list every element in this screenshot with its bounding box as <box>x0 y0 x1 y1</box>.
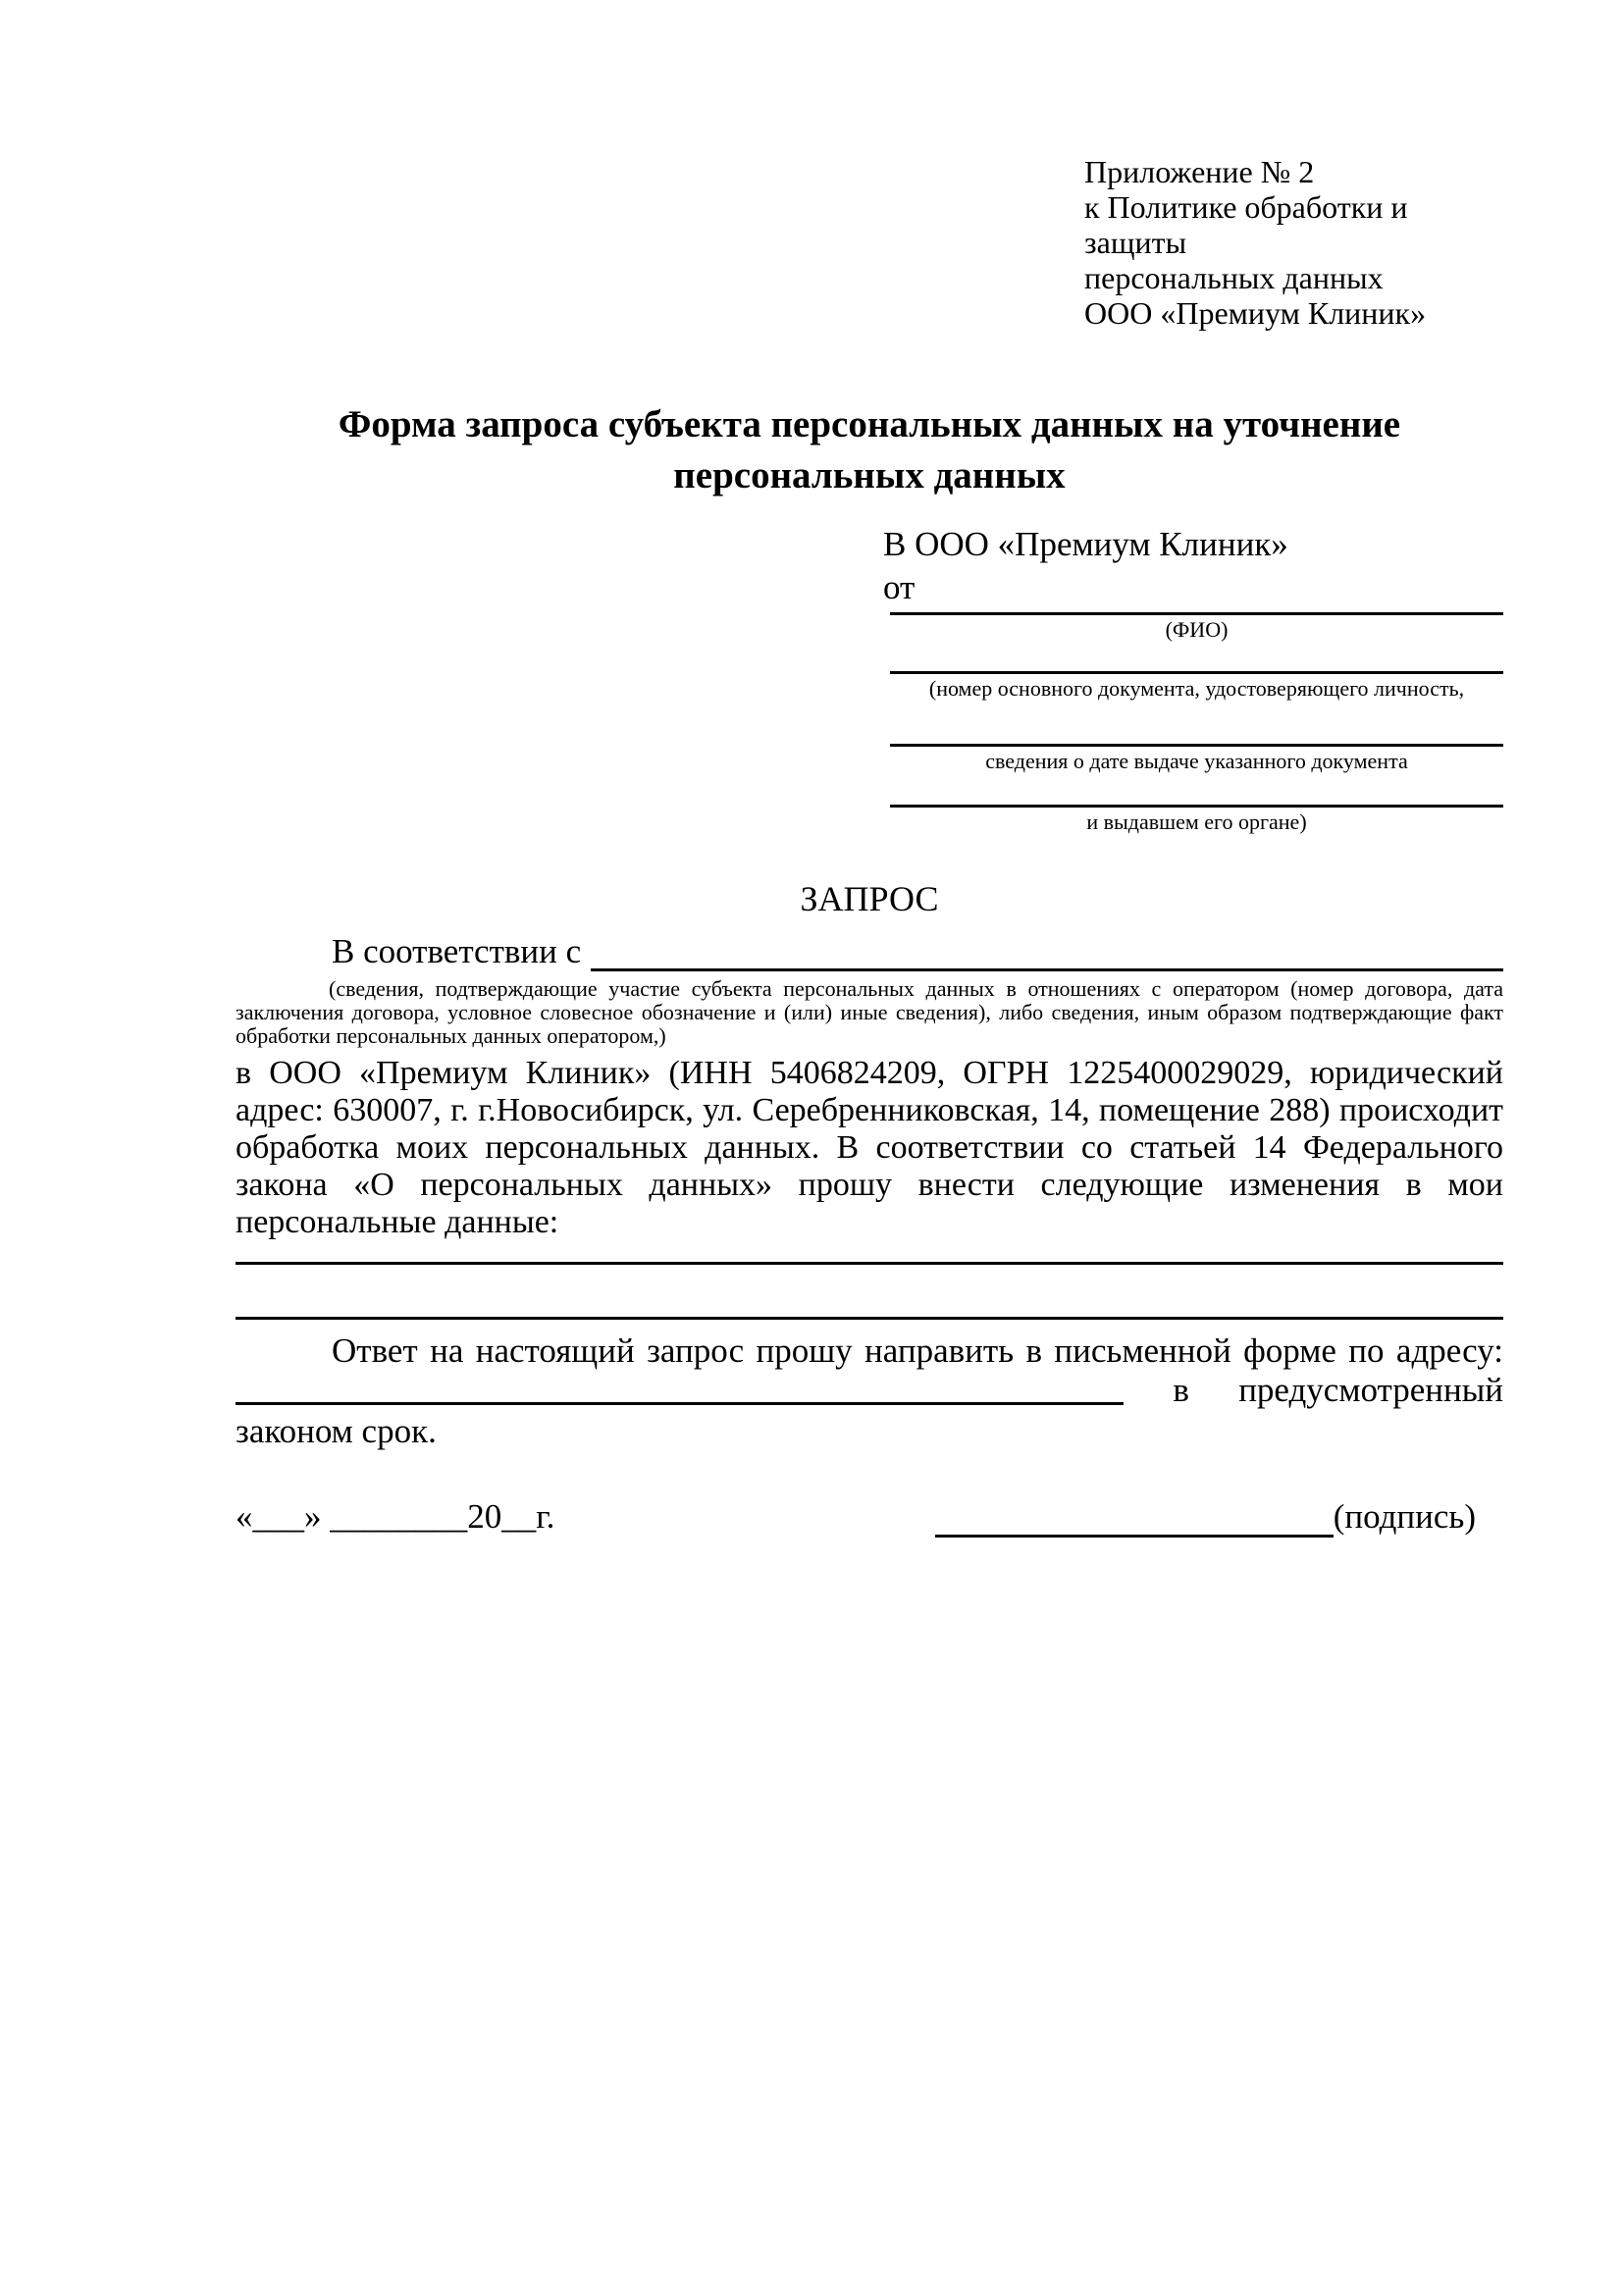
fio-write-line[interactable] <box>890 607 1503 615</box>
addressee-from-label: от <box>883 568 916 606</box>
document-number-field <box>890 644 1503 703</box>
appendix-line: персональных данных <box>1084 260 1384 295</box>
changes-write-line-2[interactable] <box>236 1265 1503 1320</box>
issue-date-caption: сведения о дате выдаче указанного документа <box>985 749 1408 773</box>
signature-caption: (подпись) <box>1333 1497 1476 1536</box>
issuing-authority-caption: и выдавшем его органе) <box>1086 809 1307 834</box>
addressee-block <box>883 525 1503 607</box>
issuing-authority-write-line[interactable] <box>890 775 1503 808</box>
fio-field-caption: (ФИО) <box>1165 617 1229 642</box>
issuing-authority-field <box>890 775 1503 836</box>
appendix-line: Приложение № 2 <box>1084 154 1315 189</box>
reply-line-3: законом срок. <box>236 1412 437 1450</box>
reply-address-line <box>236 1371 1503 1410</box>
appendix-line: ООО «Премиум Клиник» <box>1084 295 1427 331</box>
page-title-line: Форма запроса субъекта персональных данных на уточнение <box>338 403 1401 445</box>
fio-field <box>890 607 1503 644</box>
signature-write-line[interactable] <box>935 1502 1334 1538</box>
reply-paragraph <box>236 1331 1503 1451</box>
page-title <box>236 399 1503 501</box>
reply-line-1: Ответ на настоящий запрос прошу направить в письменной форме по адресу: <box>332 1331 1503 1370</box>
request-heading: ЗАПРОС <box>800 879 939 918</box>
appendix-block <box>1084 154 1516 331</box>
issue-date-field <box>890 703 1503 775</box>
changes-write-line-1[interactable] <box>236 1241 1503 1265</box>
reply-word-v: в <box>1173 1371 1189 1409</box>
document-number-write-line[interactable] <box>890 644 1503 674</box>
accordance-write-line[interactable] <box>591 936 1503 971</box>
issue-date-write-line[interactable] <box>890 703 1503 747</box>
body-paragraph: в ООО «Премиум Клиник» (ИНН 5406824209, ОГРН 1225400029029, юридический адрес: 630007, г. г.Новосибирск, ул. Серебренниковская, 14, помещение 288) происходит обработка моих персональных данных. В соответствии со статьей 14 Федерального закона «О персональных данных» прошу внести следующие изменения в мои персональные данные: <box>236 1055 1503 1240</box>
accordance-note: (сведения, подтверждающие участие субъекта персональных данных в отношениях с оператором (номер договора, дата заключения договора, условное словесное обозначение и (или) иные сведения), либо сведения, иным образом подтверждающие факт обработки персональных данных оператором,) <box>236 976 1503 1048</box>
date-placeholder[interactable]: «___» ________20__г. <box>236 1497 555 1536</box>
date-signature-row <box>236 1496 1503 1538</box>
signature-field <box>935 1496 1476 1538</box>
identity-fields-block <box>890 607 1503 836</box>
reply-word-predusmotrenny: предусмотренный <box>1238 1371 1503 1409</box>
accordance-label: В соответствии с <box>332 932 582 970</box>
document-number-caption: (номер основного документа, удостоверяющего личность, <box>928 676 1465 701</box>
accordance-line <box>236 932 1503 971</box>
appendix-line: к Политике обработки и защиты <box>1084 189 1408 260</box>
address-write-line[interactable] <box>236 1372 1124 1405</box>
page-title-line: персональных данных <box>673 454 1066 496</box>
addressee-to: В ООО «Премиум Клиник» <box>883 525 1288 563</box>
